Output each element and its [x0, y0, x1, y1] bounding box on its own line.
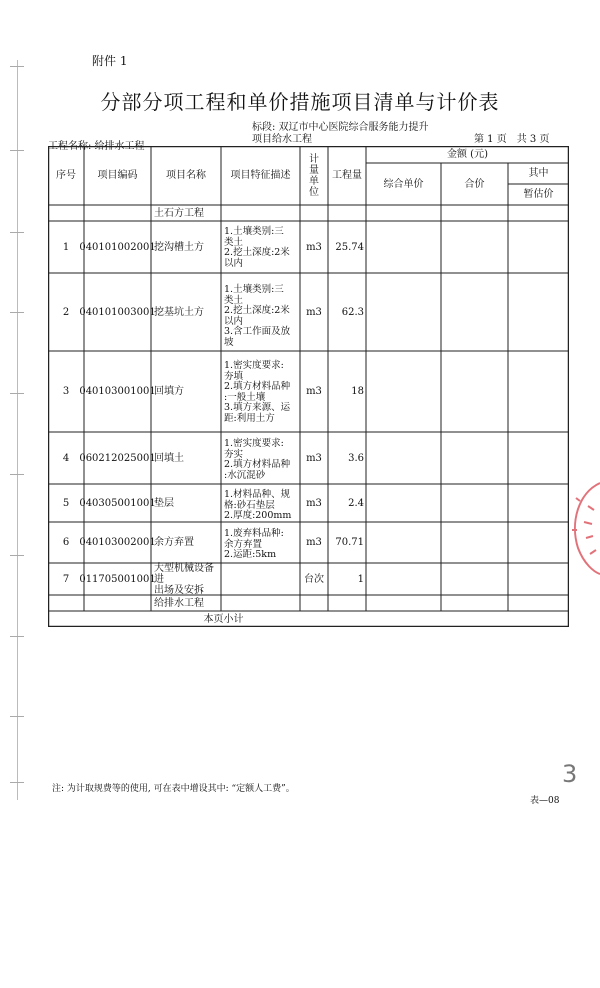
- row-code: 040103002001: [79, 537, 156, 548]
- header-unit: 计量单位: [309, 153, 319, 198]
- header-qty: 工程量: [332, 170, 362, 181]
- row-feature: 1.土壤类别:三 类土 2.挖土深度:2米 以内 3.含工作面及放 坡: [224, 284, 291, 348]
- row-unit: m3: [306, 537, 322, 548]
- row-name: 回填土: [154, 452, 184, 464]
- row-feature: 1.土壤类别:三 类土 2.挖土深度:2米 以内: [224, 226, 290, 269]
- handwritten-page-mark: 3: [562, 760, 578, 788]
- row-feature: 1.密实度要求: 夯实 2.填方材料品种 :水沉混砂: [224, 438, 291, 481]
- row-code: 060212025001: [79, 452, 156, 464]
- row-feature: 1.密实度要求: 夯填 2.填方材料品种 :一般土壤 3.填方来源、运 距:利用土方: [224, 360, 291, 424]
- bill-table: [48, 146, 569, 627]
- header-seq: 序号: [56, 170, 76, 181]
- page-number: 第 1 页 共 3 页: [474, 134, 550, 145]
- binding-mark: [10, 636, 24, 637]
- row-unit: 台次: [304, 573, 324, 585]
- project-name: 工程名称: 给排水工程: [48, 141, 145, 152]
- row-qty: 25.74: [335, 241, 364, 253]
- binding-mark: [10, 66, 24, 67]
- footer-project-name: 给排水工程: [154, 597, 204, 609]
- row-seq: 5: [62, 497, 70, 509]
- header-of-which: 其中: [528, 168, 549, 179]
- row-name: 挖基坑土方: [154, 306, 204, 318]
- binding-line: [17, 60, 18, 800]
- row-qty: 1: [357, 573, 364, 585]
- binding-mark: [10, 312, 24, 313]
- row-qty: 3.6: [348, 452, 364, 464]
- page-subtotal: 本页小计: [203, 613, 244, 625]
- row-name: 大型机械设备进 出场及安拆: [154, 562, 214, 596]
- footnote: 注: 为计取规费等的使用, 可在表中增设其中: “定额人工费”。: [52, 784, 295, 794]
- header-amount: 金额 (元): [447, 149, 488, 160]
- row-feature: 1.废弃料品种: 余方弃置 2.运距:5km: [224, 528, 284, 560]
- row-code: 040101002001: [79, 241, 156, 253]
- row-seq: 2: [62, 306, 70, 318]
- row-code: 040305001001: [79, 497, 156, 509]
- row-qty: 62.3: [341, 306, 364, 318]
- row-unit: m3: [306, 386, 322, 397]
- binding-mark: [10, 150, 24, 151]
- row-feature: 1.材料品种、规 格:砂石垫层 2.厚度:200mm: [224, 489, 292, 521]
- row-qty: 70.71: [335, 537, 364, 548]
- red-seal-stamp: [560, 478, 600, 578]
- row-unit: m3: [306, 241, 322, 253]
- binding-mark: [10, 555, 24, 556]
- header-feature: 项目特征描述: [230, 170, 291, 181]
- row-name: 挖沟槽土方: [154, 241, 204, 253]
- row-unit: m3: [306, 452, 322, 464]
- row-seq: 7: [62, 573, 70, 585]
- binding-mark: [10, 782, 24, 783]
- row-qty: 2.4: [348, 497, 364, 509]
- row-unit: m3: [306, 497, 322, 509]
- row-unit: m3: [306, 306, 322, 318]
- header-total: 合价: [464, 178, 485, 190]
- form-number: 表—08: [530, 796, 560, 806]
- header-unit-price: 综合单价: [383, 178, 424, 190]
- row-code: 040101003001: [79, 306, 156, 318]
- row-name: 垫层: [154, 497, 174, 509]
- section-label: 标段: 双辽市中心医院综合服务能力提升项目给水工程: [252, 122, 429, 145]
- row-qty: 18: [351, 386, 364, 397]
- row-seq: 4: [62, 452, 70, 464]
- row-seq: 1: [62, 241, 70, 253]
- row-name: 回填方: [154, 386, 184, 397]
- row-code: 040103001001: [79, 386, 156, 397]
- annex-label: 附件 1: [92, 54, 128, 68]
- binding-mark: [10, 232, 24, 233]
- row-code: 011705001001: [79, 573, 156, 585]
- row-name: 余方弃置: [154, 537, 194, 548]
- page-title: 分部分项工程和单价措施项目清单与计价表: [100, 90, 500, 114]
- header-provisional: 暂估价: [523, 189, 554, 200]
- header-code: 项目编码: [97, 170, 138, 181]
- row-seq: 6: [62, 537, 70, 548]
- binding-mark: [10, 393, 24, 394]
- row-seq: 3: [62, 386, 70, 397]
- group-title: 土石方工程: [154, 207, 204, 219]
- row-feature: [221, 566, 300, 595]
- binding-mark: [10, 716, 24, 717]
- header-name: 项目名称: [166, 170, 206, 181]
- binding-mark: [10, 474, 24, 475]
